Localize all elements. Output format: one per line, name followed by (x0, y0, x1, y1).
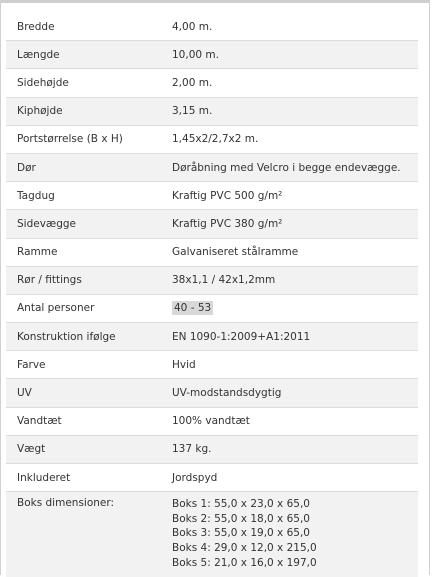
table-row (6, 379, 418, 407)
spec-value: 100% vandtæt (161, 407, 418, 435)
spec-value: Døråbning med Velcro i begge endevægge. (161, 153, 418, 181)
spec-label: Sidehøjde (6, 69, 161, 97)
box-line: Boks 4: 29,0 x 12,0 x 215,0 (172, 541, 317, 554)
box-line: Boks 2: 55,0 x 18,0 x 65,0 (172, 512, 310, 525)
table-row (6, 153, 418, 181)
table-row (6, 266, 418, 294)
box-line: Boks 1: 55,0 x 23,0 x 65,0 (172, 498, 310, 511)
spec-value: Hvid (161, 351, 418, 379)
spec-table (6, 13, 418, 577)
table-row (6, 69, 418, 97)
spec-value: Kraftig PVC 500 g/m² (161, 182, 418, 210)
table-row (6, 492, 418, 577)
spec-label: Rør / fittings (6, 266, 161, 294)
spec-value: 3,15 m. (161, 97, 418, 125)
spec-value: 4,00 m. (161, 13, 418, 41)
table-row (6, 323, 418, 351)
spec-label: Konstruktion ifølge (6, 323, 161, 351)
spec-value: 10,00 m. (161, 41, 418, 69)
highlighted-value[interactable]: 40 - 53 (174, 302, 212, 315)
table-row (6, 13, 418, 41)
spec-label: Farve (6, 351, 161, 379)
table-row (6, 464, 418, 492)
table-row (6, 41, 418, 69)
spec-label: Vandtæt (6, 407, 161, 435)
spec-label: Boks dimensioner: (6, 492, 161, 577)
spec-label: Kiphøjde (6, 97, 161, 125)
spec-value: EN 1090-1:2009+A1:2011 (161, 323, 418, 351)
spec-label: Vægt (6, 435, 161, 463)
table-row (6, 210, 418, 238)
spec-value: Kraftig PVC 380 g/m² (161, 210, 418, 238)
spec-value: Jordspyd (161, 464, 418, 492)
spec-value (161, 294, 418, 322)
table-row (6, 407, 418, 435)
spec-value: UV-modstandsdygtig (161, 379, 418, 407)
box-dimensions-list (161, 492, 418, 577)
table-row (6, 294, 418, 322)
spec-value: 137 kg. (161, 435, 418, 463)
spec-label: Antal personer (6, 294, 161, 322)
table-row (6, 435, 418, 463)
spec-value: Galvaniseret stålramme (161, 238, 418, 266)
spec-label: Længde (6, 41, 161, 69)
table-row (6, 182, 418, 210)
spec-label: Portstørrelse (B x H) (6, 125, 161, 153)
table-row (6, 97, 418, 125)
spec-label: Inkluderet (6, 464, 161, 492)
spec-value: 2,00 m. (161, 69, 418, 97)
box-line: Boks 5: 21,0 x 16,0 x 197,0 (172, 556, 317, 569)
box-line: Boks 3: 55,0 x 19,0 x 65,0 (172, 527, 310, 540)
spec-value: 38x1,1 / 42x1,2mm (161, 266, 418, 294)
spec-label: UV (6, 379, 161, 407)
spec-label: Dør (6, 153, 161, 181)
table-row (6, 238, 418, 266)
spec-label: Tagdug (6, 182, 161, 210)
table-row (6, 351, 418, 379)
spec-label: Ramme (6, 238, 161, 266)
spec-label: Bredde (6, 13, 161, 41)
spec-value: 1,45x2/2,7x2 m. (161, 125, 418, 153)
table-row (6, 125, 418, 153)
spec-label: Sidevægge (6, 210, 161, 238)
